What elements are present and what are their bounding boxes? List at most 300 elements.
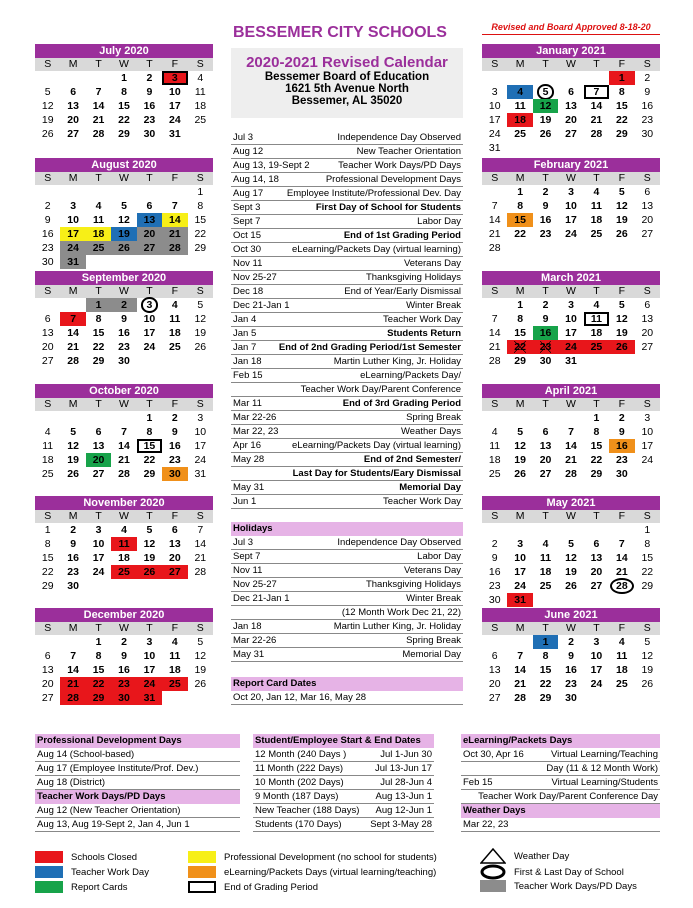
calendar-title: 2020-2021 Revised Calendar <box>246 54 448 71</box>
pd-row: Aug 18 (District) <box>35 776 240 790</box>
elearn-row-value: Teacher Work Day/Parent Conference Day <box>478 791 658 802</box>
event-date: Jan 5 <box>233 328 257 339</box>
calendar-day: 13 <box>41 664 54 676</box>
calendar-day: 6 <box>95 426 102 438</box>
start-row <box>253 776 434 790</box>
calendar-day: 8 <box>146 426 153 438</box>
event-date: May 28 <box>233 454 265 465</box>
holiday-date: Jan 18 <box>233 621 262 632</box>
event-text: eLearning/Packets Day (virtual learning) <box>292 244 461 255</box>
weekday-header: W <box>558 622 583 635</box>
calendar-day: 13 <box>488 664 501 676</box>
weekday-header: W <box>111 172 136 185</box>
event-date: Feb 15 <box>233 370 263 381</box>
elearn-row-label: Feb 15 <box>463 777 493 788</box>
calendar-day: 19 <box>194 327 207 339</box>
event-text: Teacher Work Day <box>383 314 461 325</box>
empty-cell <box>482 411 507 425</box>
calendar-day: 15 <box>41 552 54 564</box>
calendar-day: 21 <box>565 454 577 466</box>
calendar-day: 24 <box>194 454 207 466</box>
calendar-day: 1 <box>121 72 127 84</box>
calendar-day: 29 <box>194 242 207 254</box>
calendar-day: 26 <box>565 580 577 592</box>
event-text: End of 1st Grading Period <box>343 230 461 241</box>
event-row <box>231 369 463 383</box>
calendar-day: 4 <box>491 426 498 438</box>
calendar-day: 5 <box>644 636 651 648</box>
calendar-day: 14 <box>67 327 79 339</box>
calendar-day: 19 <box>616 214 628 226</box>
legend-elearn: eLearning/Packets Days (virtual learning/teaching) <box>188 866 436 878</box>
calendar-day: 21 <box>118 454 130 466</box>
approval-note: Revised and Board Approved 8-18-20 <box>482 22 660 35</box>
calendar-day: 13 <box>67 100 79 112</box>
calendar-day: 4 <box>618 636 625 648</box>
calendar-day: 26 <box>514 468 526 480</box>
calendar-day: 20 <box>137 227 162 241</box>
calendar-day: 17 <box>565 327 577 339</box>
calendar-day: 9 <box>542 200 549 212</box>
empty-cell <box>35 185 60 199</box>
calendar-day: 19 <box>143 552 156 564</box>
calendar-day: 14 <box>92 100 105 112</box>
holiday-date: Nov 11 <box>233 565 263 576</box>
event-date: Sept 3 <box>233 202 261 213</box>
empty-cell <box>482 523 507 537</box>
calendar-day: 2 <box>171 412 178 424</box>
calendar-day: 25 <box>169 341 181 353</box>
weekday-header: W <box>111 622 136 635</box>
calendar-day: 9 <box>542 313 549 325</box>
calendar-day: 21 <box>92 114 105 126</box>
event-date: Aug 14, 18 <box>233 174 279 185</box>
calendar-day: 23 <box>641 114 654 126</box>
calendar-day: 16 <box>609 439 634 453</box>
empty-cell <box>35 635 60 649</box>
event-text: End of 2nd Semester/ <box>363 454 461 465</box>
calendar-day: 24 <box>60 241 85 255</box>
weather-days: Mar 22, 23 <box>463 819 509 830</box>
weekday-header: F <box>609 510 634 523</box>
weekday-header: S <box>188 172 213 185</box>
holiday-name: Veterans Day <box>403 565 461 576</box>
calendar-day: 11 <box>169 313 181 325</box>
event-text: End of 2nd Grading Period/1st Semester <box>278 342 461 353</box>
calendar-day: 16 <box>539 214 552 226</box>
calendar-day: 31 <box>60 255 85 269</box>
calendar-day: 12 <box>616 313 628 325</box>
calendar-day: 9 <box>491 552 498 564</box>
calendar-day: 24 <box>137 677 162 691</box>
holiday-row <box>231 620 463 634</box>
report-section <box>231 677 463 705</box>
calendar-day: 6 <box>44 313 51 325</box>
event-row <box>231 411 463 425</box>
weekday-header: T <box>584 398 609 411</box>
twpd-row: Aug 12 (New Teacher Orientation) <box>35 804 240 818</box>
calendar-day: 2 <box>111 298 136 312</box>
calendar-day: 6 <box>171 524 178 536</box>
elearn-row <box>461 748 660 762</box>
legend-weather: Weather Day <box>480 848 569 864</box>
calendar-day: 28 <box>565 468 577 480</box>
calendar-day: 2 <box>644 72 651 84</box>
calendar-day: 2 <box>491 538 498 550</box>
calendar-day: 29 <box>143 468 156 480</box>
calendar-day: 17 <box>488 114 501 126</box>
calendar-day: 28 <box>162 241 187 255</box>
calendar-day: 7 <box>618 538 625 550</box>
calendar-day: 18 <box>194 100 207 112</box>
calendar-day: 3 <box>137 298 162 312</box>
holiday-date: Mar 22-26 <box>233 635 277 646</box>
calendar-day: 17 <box>169 100 181 112</box>
start-row-value: Jul 13-Jun 17 <box>374 763 432 774</box>
calendar-day: 12 <box>194 650 207 662</box>
weekday-header: T <box>533 58 558 71</box>
month-title: May 2021 <box>482 496 660 510</box>
calendar-day: 5 <box>533 85 558 99</box>
empty-cell <box>60 71 85 85</box>
calendar-day: 30 <box>118 355 130 367</box>
month-title: December 2020 <box>35 608 213 622</box>
holiday-name: Winter Break <box>406 593 461 604</box>
start-row <box>253 818 434 832</box>
month-calendar <box>35 271 213 368</box>
calendar-day: 5 <box>197 636 204 648</box>
calendar-day: 7 <box>568 426 574 438</box>
calendar-day: 31 <box>565 355 577 367</box>
calendar-day: 12 <box>143 538 156 550</box>
calendar-day: 5 <box>568 538 574 550</box>
month-title: March 2021 <box>482 271 660 285</box>
calendar-day: 27 <box>67 128 79 140</box>
calendar-day: 26 <box>194 341 207 353</box>
calendar-day: 20 <box>641 214 654 226</box>
calendar-day: 22 <box>194 228 207 240</box>
twpd-row: Aug 13, Aug 19-Sept 2, Jan 4, Jun 1 <box>35 818 240 832</box>
weekday-header: S <box>482 398 507 411</box>
calendar-day: 4 <box>171 299 178 311</box>
red-swatch <box>35 851 63 863</box>
empty-cell <box>558 411 583 425</box>
holidays-section <box>231 522 463 662</box>
holidays-title: Holidays <box>231 522 463 536</box>
weekday-header: F <box>162 622 187 635</box>
calendar-day: 6 <box>593 538 600 550</box>
calendar-day: 12 <box>514 440 526 452</box>
calendar-day: 3 <box>70 200 77 212</box>
month-calendar <box>35 44 213 141</box>
calendar-day: 13 <box>41 327 54 339</box>
holiday-date: Dec 21-Jan 1 <box>233 593 290 604</box>
holiday-row <box>231 648 463 662</box>
empty-cell <box>507 523 532 537</box>
weekday-header: T <box>533 622 558 635</box>
weekday-header: S <box>635 398 660 411</box>
calendar-day: 21 <box>194 552 207 564</box>
school-title: BESSEMER CITY SCHOOLS <box>233 24 447 41</box>
event-row <box>231 341 463 355</box>
city: Bessemer, AL 35020 <box>291 95 403 107</box>
calendar-day: 18 <box>590 214 603 226</box>
calendar-day: 21 <box>60 677 85 691</box>
calendar-day: 7 <box>197 524 204 536</box>
weekday-header: S <box>635 58 660 71</box>
calendar-day: 19 <box>111 227 136 241</box>
calendar-day: 26 <box>41 128 54 140</box>
weekday-header: S <box>482 510 507 523</box>
calendar-day: 6 <box>542 426 549 438</box>
calendar-day: 7 <box>491 313 498 325</box>
month-calendar <box>35 384 213 481</box>
legend-report: Report Cards <box>35 881 128 893</box>
event-date: Aug 17 <box>233 188 264 199</box>
calendar-day: 1 <box>517 299 524 311</box>
weekday-header: S <box>635 285 660 298</box>
empty-cell <box>60 185 85 199</box>
month-calendar <box>35 496 213 593</box>
event-text: eLearning/Packets Day/ <box>360 370 461 381</box>
calendar-day: 28 <box>488 355 501 367</box>
calendar-day: 4 <box>507 85 532 99</box>
event-date: Mar 22, 23 <box>233 426 279 437</box>
calendar-day: 2 <box>121 636 127 648</box>
calendar-day: 27 <box>92 468 105 480</box>
calendar-day: 23 <box>565 678 577 690</box>
calendar-day: 9 <box>44 214 51 226</box>
event-date: Jan 4 <box>233 314 257 325</box>
calendar-day: 12 <box>641 650 654 662</box>
weekday-header: W <box>558 398 583 411</box>
empty-cell <box>60 411 85 425</box>
calendar-day: 2 <box>542 299 549 311</box>
weekday-header: T <box>584 622 609 635</box>
calendar-day: 20 <box>565 114 577 126</box>
calendar-day: 29 <box>539 692 552 704</box>
event-text: Professional Development Days <box>325 174 461 185</box>
twpd-title: Teacher Work Days/PD Days <box>35 790 240 804</box>
calendar-day: 16 <box>533 326 558 340</box>
calendar-day: 11 <box>93 214 105 226</box>
calendar-day: 2 <box>70 524 77 536</box>
event-date: Apr 16 <box>233 440 261 451</box>
weekday-header: T <box>86 172 111 185</box>
calendar-day: 1 <box>86 298 111 312</box>
calendar-day: 30 <box>488 594 501 606</box>
elearn-row-label: Oct 30, Apr 16 <box>463 749 524 760</box>
calendar-day: 6 <box>491 650 498 662</box>
weekday-header: W <box>111 510 136 523</box>
elearn-row-value: Virtual Learning/Teaching <box>550 749 658 760</box>
empty-cell <box>86 71 111 85</box>
calendar-day: 23 <box>143 114 156 126</box>
weekday-header: T <box>137 398 162 411</box>
weekday-header: T <box>584 510 609 523</box>
month-title: June 2021 <box>482 608 660 622</box>
event-date: Dec 21-Jan 1 <box>233 300 290 311</box>
event-text: Veterans Day <box>403 258 461 269</box>
month-title: September 2020 <box>35 271 213 285</box>
event-row <box>231 215 463 229</box>
calendar-day: 7 <box>584 85 609 99</box>
month-calendar <box>35 158 213 269</box>
calendar-day: 22 <box>539 678 552 690</box>
calendar-day: 6 <box>644 299 651 311</box>
calendar-day: 17 <box>60 227 85 241</box>
weekday-header: W <box>558 285 583 298</box>
calendar-day: 14 <box>616 552 628 564</box>
calendar-day: 26 <box>641 678 654 690</box>
event-row <box>231 327 463 341</box>
calendar-day: 12 <box>565 552 577 564</box>
orange-swatch <box>188 866 216 878</box>
calendar-day: 15 <box>137 439 162 453</box>
start-title: Student/Employee Start & End Dates <box>253 734 434 748</box>
event-date: Mar 11 <box>233 398 262 409</box>
weekday-header: M <box>60 58 85 71</box>
calendar-day: 18 <box>590 327 603 339</box>
weekday-header: W <box>558 58 583 71</box>
calendar-day: 6 <box>70 86 77 98</box>
empty-cell <box>584 523 609 537</box>
calendar-day: 25 <box>111 565 136 579</box>
calendar-day: 11 <box>489 440 501 452</box>
legend-twpd: Teacher Work Days/PD Days <box>480 880 637 892</box>
calendar-day: 16 <box>118 664 130 676</box>
calendar-day: 5 <box>70 426 77 438</box>
calendar-day: 18 <box>41 454 54 466</box>
calendar-day: 20 <box>488 678 501 690</box>
calendar-day: 22 <box>118 114 130 126</box>
calendar-day: 1 <box>95 636 102 648</box>
calendar-day: 21 <box>590 114 603 126</box>
event-text: Thanksgiving Holidays <box>365 272 461 283</box>
calendar-day: 8 <box>517 200 524 212</box>
weekday-header: T <box>137 510 162 523</box>
empty-cell <box>558 71 583 85</box>
calendar-day: 26 <box>67 468 79 480</box>
event-row <box>231 243 463 257</box>
calendar-day: 5 <box>146 524 153 536</box>
elearn-row <box>461 790 660 804</box>
triangle-icon <box>480 848 506 864</box>
event-text: Teacher Work Days/PD Days <box>338 160 461 171</box>
calendar-day: 27 <box>590 580 603 592</box>
calendar-day: 24 <box>514 580 526 592</box>
calendar-day: 16 <box>488 566 501 578</box>
weekday-header: M <box>60 510 85 523</box>
weekday-header: M <box>507 398 532 411</box>
calendar-day: 25 <box>194 114 207 126</box>
calendar-day: 27 <box>162 565 187 579</box>
calendar-day: 13 <box>539 440 552 452</box>
event-date: Oct 30 <box>233 244 261 255</box>
event-text: Independence Day Observed <box>337 132 461 143</box>
calendar-day: 26 <box>111 241 136 255</box>
calendar-day: 27 <box>41 692 54 704</box>
event-date: Aug 12 <box>233 146 264 157</box>
holiday-date: Sept 7 <box>233 551 261 562</box>
calendar-day: 10 <box>565 313 577 325</box>
calendar-day: 16 <box>565 664 577 676</box>
holiday-date: May 31 <box>233 649 265 660</box>
event-text: Winter Break <box>406 300 461 311</box>
calendar-day: 25 <box>514 128 526 140</box>
empty-cell <box>86 185 111 199</box>
calendar-day: 19 <box>194 664 207 676</box>
event-date: Nov 25-27 <box>233 272 277 283</box>
calendar-day: 5 <box>618 186 625 198</box>
event-row <box>231 159 463 173</box>
calendar-day: 17 <box>143 664 156 676</box>
calendar-day: 11 <box>42 440 54 452</box>
events-list <box>231 131 463 509</box>
calendar-day: 28 <box>609 579 634 593</box>
calendar-day: 15 <box>641 552 654 564</box>
calendar-day: 23 <box>111 677 136 691</box>
empty-cell <box>507 71 532 85</box>
calendar-day: 29 <box>514 355 526 367</box>
calendar-day: 28 <box>194 566 207 578</box>
calendar-day: 20 <box>86 453 111 467</box>
calendar-day: 2 <box>568 636 574 648</box>
calendar-day: 3 <box>162 71 187 85</box>
calendar-day: 26 <box>539 128 552 140</box>
event-row <box>231 355 463 369</box>
calendar-day: 9 <box>618 426 625 438</box>
empty-cell <box>137 185 162 199</box>
empty-cell <box>60 298 85 312</box>
calendar-day: 19 <box>539 114 552 126</box>
calendar-day: 11 <box>111 537 136 551</box>
start-row-label: 10 Month (202 Days) <box>255 777 344 788</box>
empty-cell <box>482 185 507 199</box>
calendar-day: 11 <box>540 552 552 564</box>
start-row-label: 9 Month (187 Days) <box>255 791 339 802</box>
holiday-row <box>231 536 463 550</box>
month-title: November 2020 <box>35 496 213 510</box>
calendar-day: 28 <box>118 468 130 480</box>
calendar-day: 26 <box>194 678 207 690</box>
calendar-day: 5 <box>44 86 51 98</box>
elearn-row-value: Virtual Learning/Students <box>551 777 658 788</box>
calendar-day: 14 <box>162 213 187 227</box>
calendar-day: 10 <box>565 200 577 212</box>
weekday-header: S <box>635 622 660 635</box>
calendar-day: 2 <box>44 200 51 212</box>
empty-cell <box>584 71 609 85</box>
calendar-day: 25 <box>41 468 54 480</box>
calendar-day: 8 <box>95 650 102 662</box>
weather-title: Weather Days <box>461 804 660 818</box>
holiday-date: Jul 3 <box>233 537 254 548</box>
calendar-day: 4 <box>95 200 102 212</box>
calendar-day: 3 <box>644 412 651 424</box>
event-text: Last Day for Students/Eary Dismissal <box>292 468 461 479</box>
calendar-day: 29 <box>590 468 603 480</box>
calendar-day: 10 <box>488 100 501 112</box>
calendar-day: 14 <box>488 214 501 226</box>
calendar-day: 8 <box>542 650 549 662</box>
calendar-day: 16 <box>641 100 654 112</box>
calendar-day: 2 <box>618 412 625 424</box>
weekday-header: F <box>609 622 634 635</box>
weekday-header: S <box>482 285 507 298</box>
elearning-box <box>461 734 660 832</box>
calendar-day: 24 <box>143 341 156 353</box>
